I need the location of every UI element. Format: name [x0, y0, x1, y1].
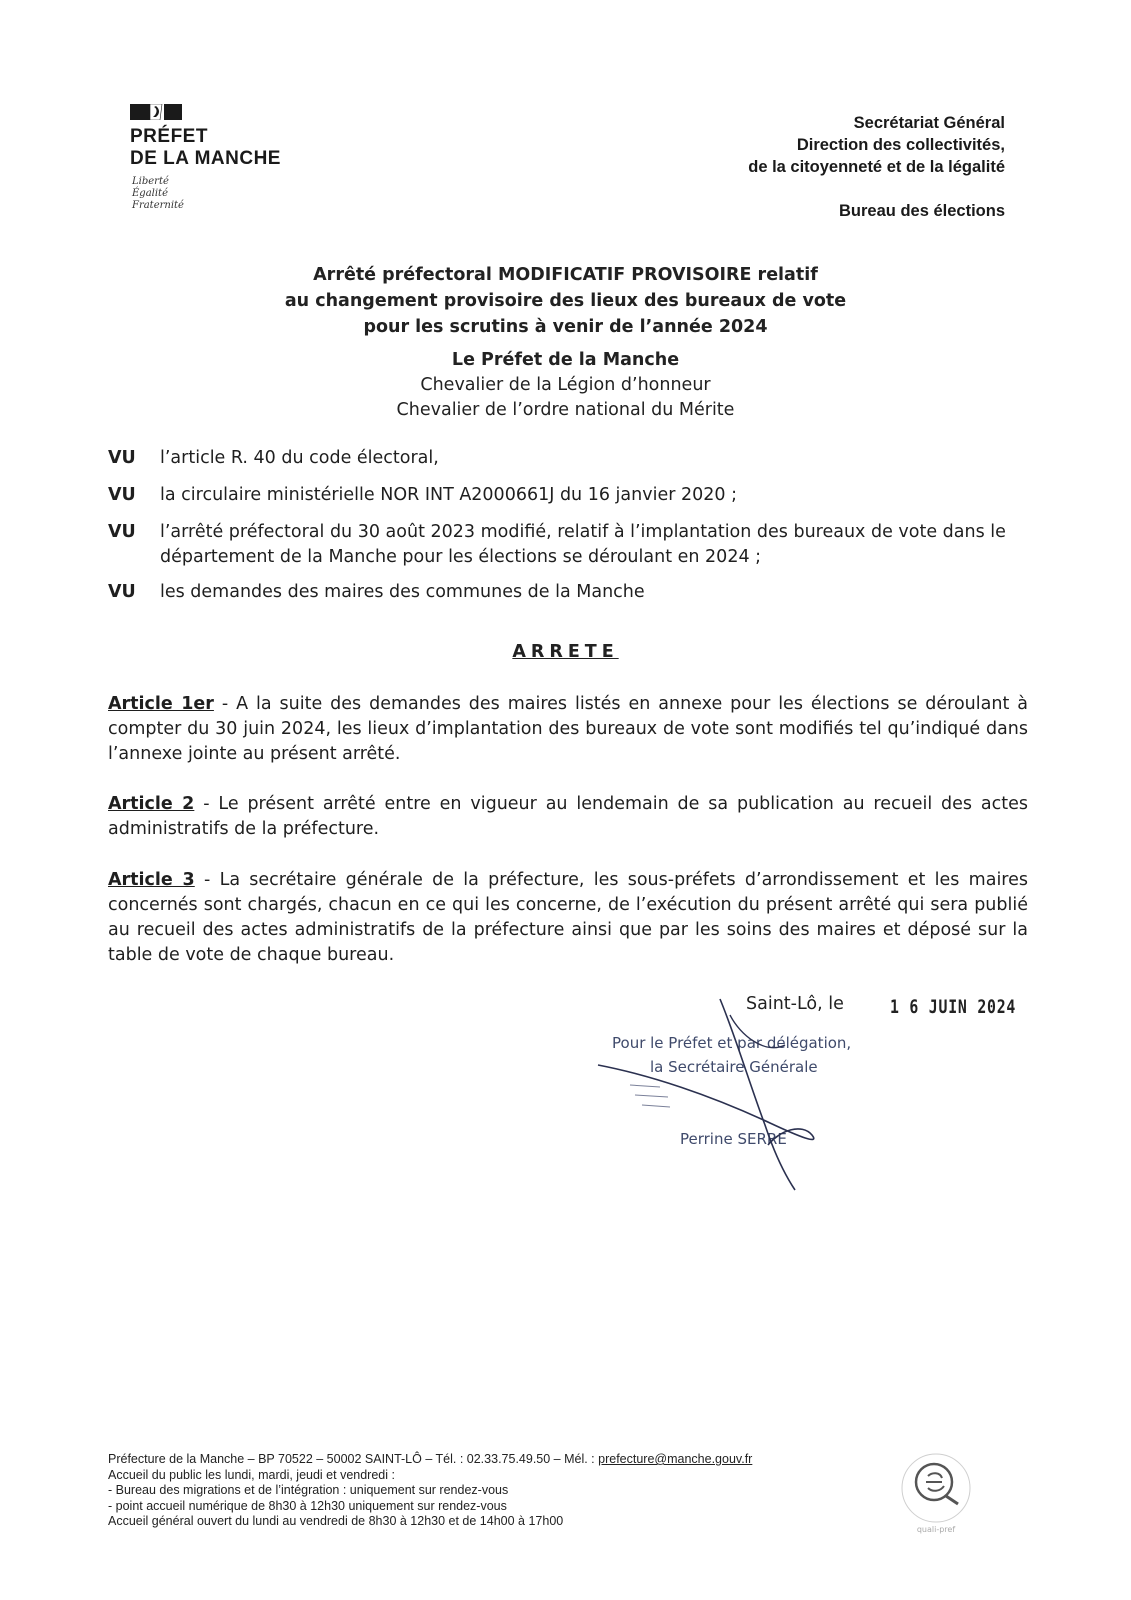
vu-key: VU — [108, 448, 136, 468]
republic-motto — [132, 176, 184, 212]
title-line1-post: relatif — [751, 265, 818, 285]
title-line3: pour les scrutins à venir de l’année 2024 — [363, 317, 768, 337]
article-label: Article 1er — [108, 694, 214, 714]
motto-liberte: Liberté — [132, 176, 169, 187]
prefet-name: Le Préfet de la Manche — [451, 350, 680, 370]
title-line2: au changement provisoire des lieux des bureaux de vote — [284, 291, 847, 311]
vu-key: VU — [108, 582, 136, 602]
bureau-label: Bureau des élections — [839, 202, 1005, 220]
footer-line2: Accueil du public les lundi, mardi, jeudi et vendredi : — [108, 1467, 395, 1482]
vu-text: la circulaire ministérielle NOR INT A2000661J du 16 janvier 2020 ; — [160, 485, 737, 505]
prefet-block — [0, 348, 1131, 423]
footer-line5: Accueil général ouvert du lundi au vendredi de 8h30 à 12h30 et de 14h00 à 17h00 — [108, 1514, 564, 1528]
vu-item — [108, 520, 1028, 570]
quali-pref-logo-icon — [888, 1448, 984, 1544]
delegation-stamp-line1: Pour le Préfet et par délégation, — [612, 1034, 852, 1052]
article-text: - La secrétaire générale de la préfecture, les sous-préfets d’arrondissement et les maires concernés sont chargés, chacun en ce qui les concerne, de l’exécution du présent arrêté qui sera publié au recueil des actes administratifs de la préfecture ainsi que par les soins des maires et déposé sur la table de vote de chaque bureau. — [108, 870, 1028, 965]
logo-line1: PRÉFET — [130, 126, 208, 147]
footer-email-link[interactable]: prefecture@manche.gouv.fr — [598, 1452, 753, 1466]
vu-item — [108, 580, 1028, 605]
signature-place: Saint-Lô, le — [746, 994, 844, 1014]
vu-item — [108, 483, 1028, 508]
footer-address: Préfecture de la Manche – BP 70522 – 50002 SAINT-LÔ – Tél. : 02.33.75.49.50 – Mél. : — [108, 1452, 599, 1466]
vu-key: VU — [108, 485, 136, 505]
document-title — [0, 262, 1131, 340]
vu-key: VU — [108, 522, 136, 542]
quali-pref-text: quali-pref — [916, 1525, 956, 1534]
title-line1-pre: Arrêté préfectoral — [313, 265, 498, 285]
vu-item — [108, 446, 1028, 471]
prefet-logo-title — [130, 126, 281, 170]
article-label: Article 2 — [108, 794, 195, 814]
signature-date-stamp: 1 6 JUIN 2024 — [890, 996, 1017, 1018]
article-text: - Le présent arrêté entre en vigueur au lendemain de sa publication au recueil des actes administratifs de la préfecture. — [108, 794, 1028, 839]
footer — [108, 1452, 752, 1530]
article-3 — [108, 868, 1028, 968]
vu-text: l’article R. 40 du code électoral, — [160, 448, 439, 468]
motto-egalite: Égalité — [132, 188, 168, 199]
footer-line4: - point accueil numérique de 8h30 à 12h30 uniquement sur rendez-vous — [108, 1498, 507, 1513]
service-header — [748, 112, 1005, 178]
marianne-flag-icon — [130, 104, 182, 120]
motto-fraternite: Fraternité — [132, 200, 184, 211]
service-line-3: de la citoyenneté et de la légalité — [748, 158, 1005, 176]
delegation-stamp-line2: la Secrétaire Générale — [650, 1058, 818, 1076]
arrete-heading: ARRETE — [512, 642, 619, 662]
handwritten-signature — [590, 995, 830, 1195]
article-1 — [108, 692, 1028, 767]
signer-name: Perrine SERRE — [680, 1130, 787, 1148]
vu-text: les demandes des maires des communes de la Manche — [160, 582, 645, 602]
article-text: - A la suite des demandes des maires listés en annexe pour les élections se déroulant à compter du 30 juin 2024, les lieux d’implantation des bureaux de vote sont modifiés tel qu’indiqué dans l’annexe jointe au présent arrêté. — [108, 694, 1028, 764]
service-line-2: Direction des collectivités, — [796, 136, 1005, 154]
article-label: Article 3 — [108, 870, 195, 890]
prefet-title-1: Chevalier de la Légion d’honneur — [420, 375, 711, 395]
footer-line3: - Bureau des migrations et de l’intégration : uniquement sur rendez-vous — [108, 1483, 509, 1497]
article-2 — [108, 792, 1028, 842]
prefet-title-2: Chevalier de l’ordre national du Mérite — [396, 400, 735, 420]
service-line-1: Secrétariat Général — [853, 114, 1005, 132]
vu-text: l’arrêté préfectoral du 30 août 2023 modifié, relatif à l’implantation des bureaux de vote dans le département de la Manche pour les élections se déroulant en 2024 ; — [160, 522, 1006, 567]
logo-line2: DE LA MANCHE — [130, 148, 281, 169]
title-line1-bold: MODIFICATIF PROVISOIRE — [497, 265, 752, 285]
